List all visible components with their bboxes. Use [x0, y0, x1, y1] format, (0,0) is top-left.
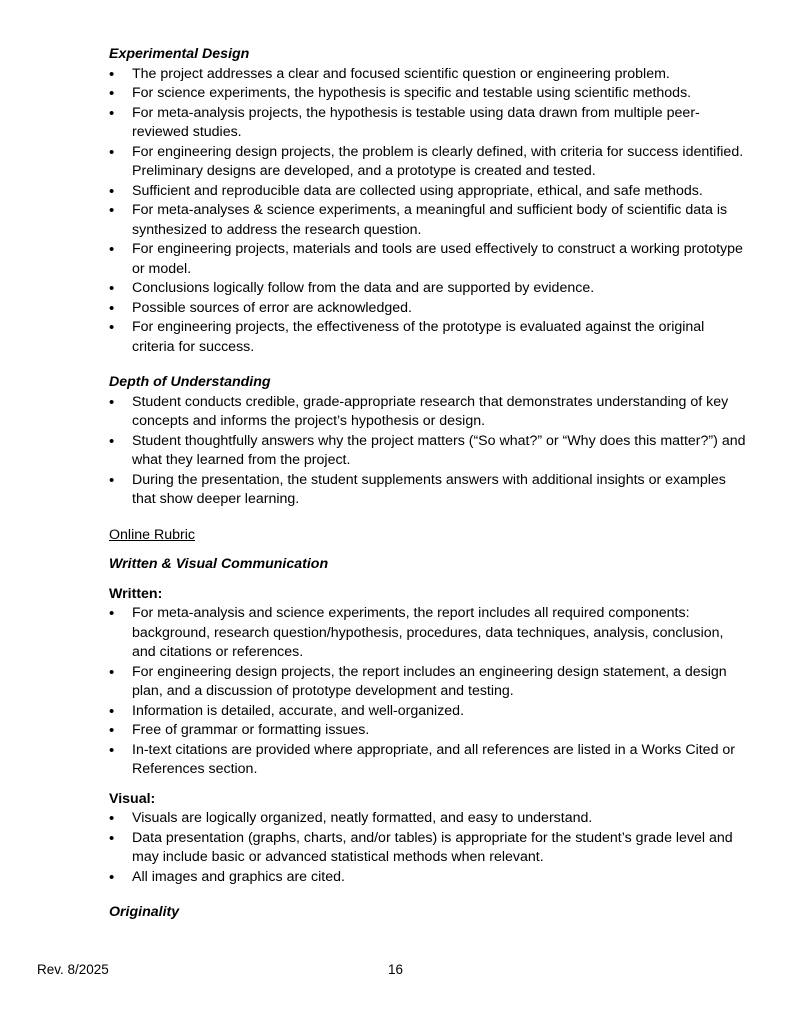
list-item: • Possible sources of error are acknowledged. [109, 299, 749, 319]
heading-depth-of-understanding: Depth of Understanding [109, 374, 271, 390]
heading-visual: Visual: [109, 790, 156, 807]
document-body [109, 45, 749, 923]
heading-experimental-design: Experimental Design [109, 46, 250, 62]
list-item: • All images and graphics are cited. [109, 868, 749, 888]
list-item: • For engineering projects, the effectiveness of the prototype is evaluated against the original criteria for success. [109, 318, 749, 357]
list-item: • Visuals are logically organized, neatly formatted, and easy to understand. [109, 809, 749, 829]
list-item: • For science experiments, the hypothesis is specific and testable using scientific methods. [109, 84, 749, 104]
heading-originality: Originality [109, 904, 180, 920]
written-list [109, 604, 749, 780]
list-item: • For meta-analyses & science experiments, a meaningful and sufficient body of scientific data is synthesized to address the research question. [109, 201, 749, 240]
heading-online-rubric: Online Rubric [109, 526, 195, 543]
experimental-design-list [109, 65, 749, 358]
list-item: • Student conducts credible, grade-appropriate research that demonstrates understanding of key concepts and informs the project’s hypothesis or design. [109, 393, 749, 432]
revision-label: Rev. 8/2025 [37, 962, 109, 977]
list-item: • The project addresses a clear and focused scientific question or engineering problem. [109, 65, 749, 85]
list-item: • For engineering projects, materials and tools are used effectively to construct a working prototype or model. [109, 240, 749, 279]
list-item: • During the presentation, the student supplements answers with additional insights or examples that show deeper learning. [109, 471, 749, 510]
list-item: • Data presentation (graphs, charts, and/or tables) is appropriate for the student’s grade level and may include basic or advanced statistical methods when relevant. [109, 829, 749, 868]
list-item: • Sufficient and reproducible data are collected using appropriate, ethical, and safe methods. [109, 182, 749, 202]
list-item: • Conclusions logically follow from the data and are supported by evidence. [109, 279, 749, 299]
list-item: • In-text citations are provided where appropriate, and all references are listed in a Works Cited or References section. [109, 741, 749, 780]
list-item: • Information is detailed, accurate, and well-organized. [109, 702, 749, 722]
list-item: • For meta-analysis and science experiments, the report includes all required components: background, research question/hypothesis, procedures, data techniques, analysis, conclusion, and citations or references. [109, 604, 749, 663]
list-item: • For engineering design projects, the problem is clearly defined, with criteria for success identified. Preliminary designs are developed, and a prototype is created and tested. [109, 143, 749, 182]
list-item: • For meta-analysis projects, the hypothesis is testable using data drawn from multiple peer-reviewed studies. [109, 104, 749, 143]
heading-written: Written: [109, 585, 163, 602]
heading-written-visual-communication: Written & Visual Communication [109, 556, 329, 572]
list-item: • Free of grammar or formatting issues. [109, 721, 749, 741]
visual-list [109, 809, 749, 887]
list-item: • Student thoughtfully answers why the project matters (“So what?” or “Why does this matter?”) and what they learned from the project. [109, 432, 749, 471]
page-number: 16 [388, 962, 404, 977]
list-item: • For engineering design projects, the report includes an engineering design statement, a design plan, and a discussion of prototype development and testing. [109, 663, 749, 702]
depth-list [109, 393, 749, 510]
